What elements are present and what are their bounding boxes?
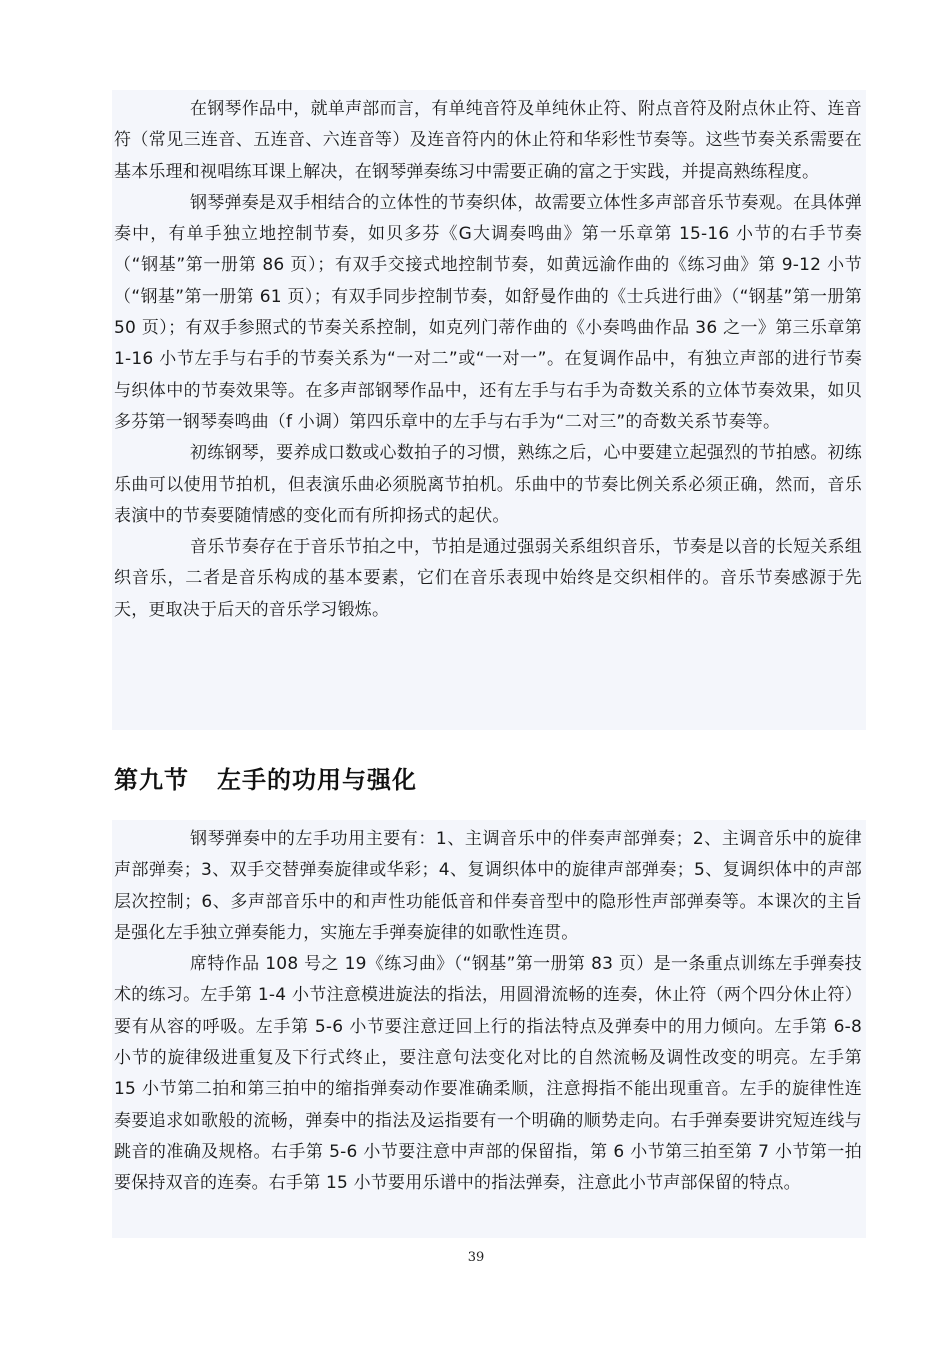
paragraph: 钢琴弹奏是双手相结合的立体性的节奏织体，故需要立体性多声部音乐节奏观。在具体弹奏中，有单手独立地控制节奏，如贝多芬《G大调奏鸣曲》第一乐章第 15-16 小节的右手节奏（“钢基”第一册第 86 页）；有双手交接式地控制节奏，如黄远渝作曲的《练习曲》第 9-12 小节（“钢基”第一册第 61 页）；有双手同步控制节奏，如舒曼作曲的《士兵进行曲》（“钢基”第一册第 50 页）；有双手参照式的节奏关系控制，如克列门蒂作曲的《小奏鸣曲作品 36 之一》第三乐章第 1-16 小节左手与右手的节奏关系为“一对二”或“一对一”。在复调作品中，有独立声部的进行节奏与织体中的节奏效果等。在多声部钢琴作品中，还有左手与右手为奇数关系的立体节奏效果，如贝多芬第一钢琴奏鸣曲（f 小调）第四乐章中的左手与右手为“二对三”的奇数关系节奏等。 [114, 192, 862, 432]
paragraph: 初练钢琴，要养成口数或心数拍子的习惯，熟练之后，心中要建立起强烈的节拍感。初练乐曲可以使用节拍机，但表演乐曲必须脱离节拍机。乐曲中的节奏比例关系必须正确，然而，音乐表演中的节奏要随情感的变化而有所抑扬式的起伏。 [114, 443, 862, 526]
page-number: 39 [467, 1250, 485, 1265]
paragraph: 音乐节奏存在于音乐节拍之中，节拍是通过强弱关系组织音乐，节奏是以音的长短关系组织音乐，二者是音乐构成的基本要素，它们在音乐表现中始终是交织相伴的。音乐节奏感源于先天，更取决于后天的音乐学习锻炼。 [114, 537, 862, 620]
paragraph: 钢琴弹奏中的左手功用主要有：1、主调音乐中的伴奏声部弹奏；2、主调音乐中的旋律声部弹奏；3、双手交替弹奏旋律或华彩；4、复调织体中的旋律声部弹奏；5、复调织体中的声部层次控制；6、多声部音乐中的和声性功能低音和伴奏音型中的隐形性声部弹奏等。本课次的主旨是强化左手独立弹奏能力，实施左手弹奏旋律的如歌性连贯。 [114, 829, 862, 943]
paragraph: 席特作品 108 号之 19《练习曲》（“钢基”第一册第 83 页）是一条重点训练左手弹奏技术的练习。左手第 1-4 小节注意模进旋法的指法，用圆滑流畅的连奏，休止符（两个四分休止符）要有从容的呼吸。左手第 5-6 小节要注意迂回上行的指法特点及弹奏中的用力倾向。左手第 6-8 小节的旋律级进重复及下行式终止，要注意句法变化对比的自然流畅及调性改变的明亮。左手第 15 小节第二拍和第三拍中的缩指弹奏动作要准确柔顺，注意拇指不能出现重音。左手的旋律性连奏要追求如歌般的流畅，弹奏中的指法及运指要有一个明确的顺势走向。右手弹奏要讲究短连线与跳音的准确及规格。右手第 5-6 小节要注意中声部的保留指，第 6 小节第三拍至第 7 小节第一拍要保持双音的连奏。右手第 15 小节要用乐谱中的指法弹奏，注意此小节声部保留的特点。 [114, 954, 862, 1194]
section-text-block-1 [112, 90, 866, 730]
section-heading [114, 760, 417, 795]
section-text-block-2 [112, 820, 866, 1238]
paragraph: 在钢琴作品中，就单声部而言，有单纯音符及单纯休止符、附点音符及附点休止符、连音符（常见三连音、五连音、六连音等）及连音符内的休止符和华彩性节奏等。这些节奏关系需要在基本乐理和视唱练耳课上解决，在钢琴弹奏练习中需要正确的富之于实践，并提高熟练程度。 [114, 99, 862, 182]
section-number: 第九节 [114, 766, 189, 794]
section-title: 左手的功用与强化 [217, 766, 417, 794]
